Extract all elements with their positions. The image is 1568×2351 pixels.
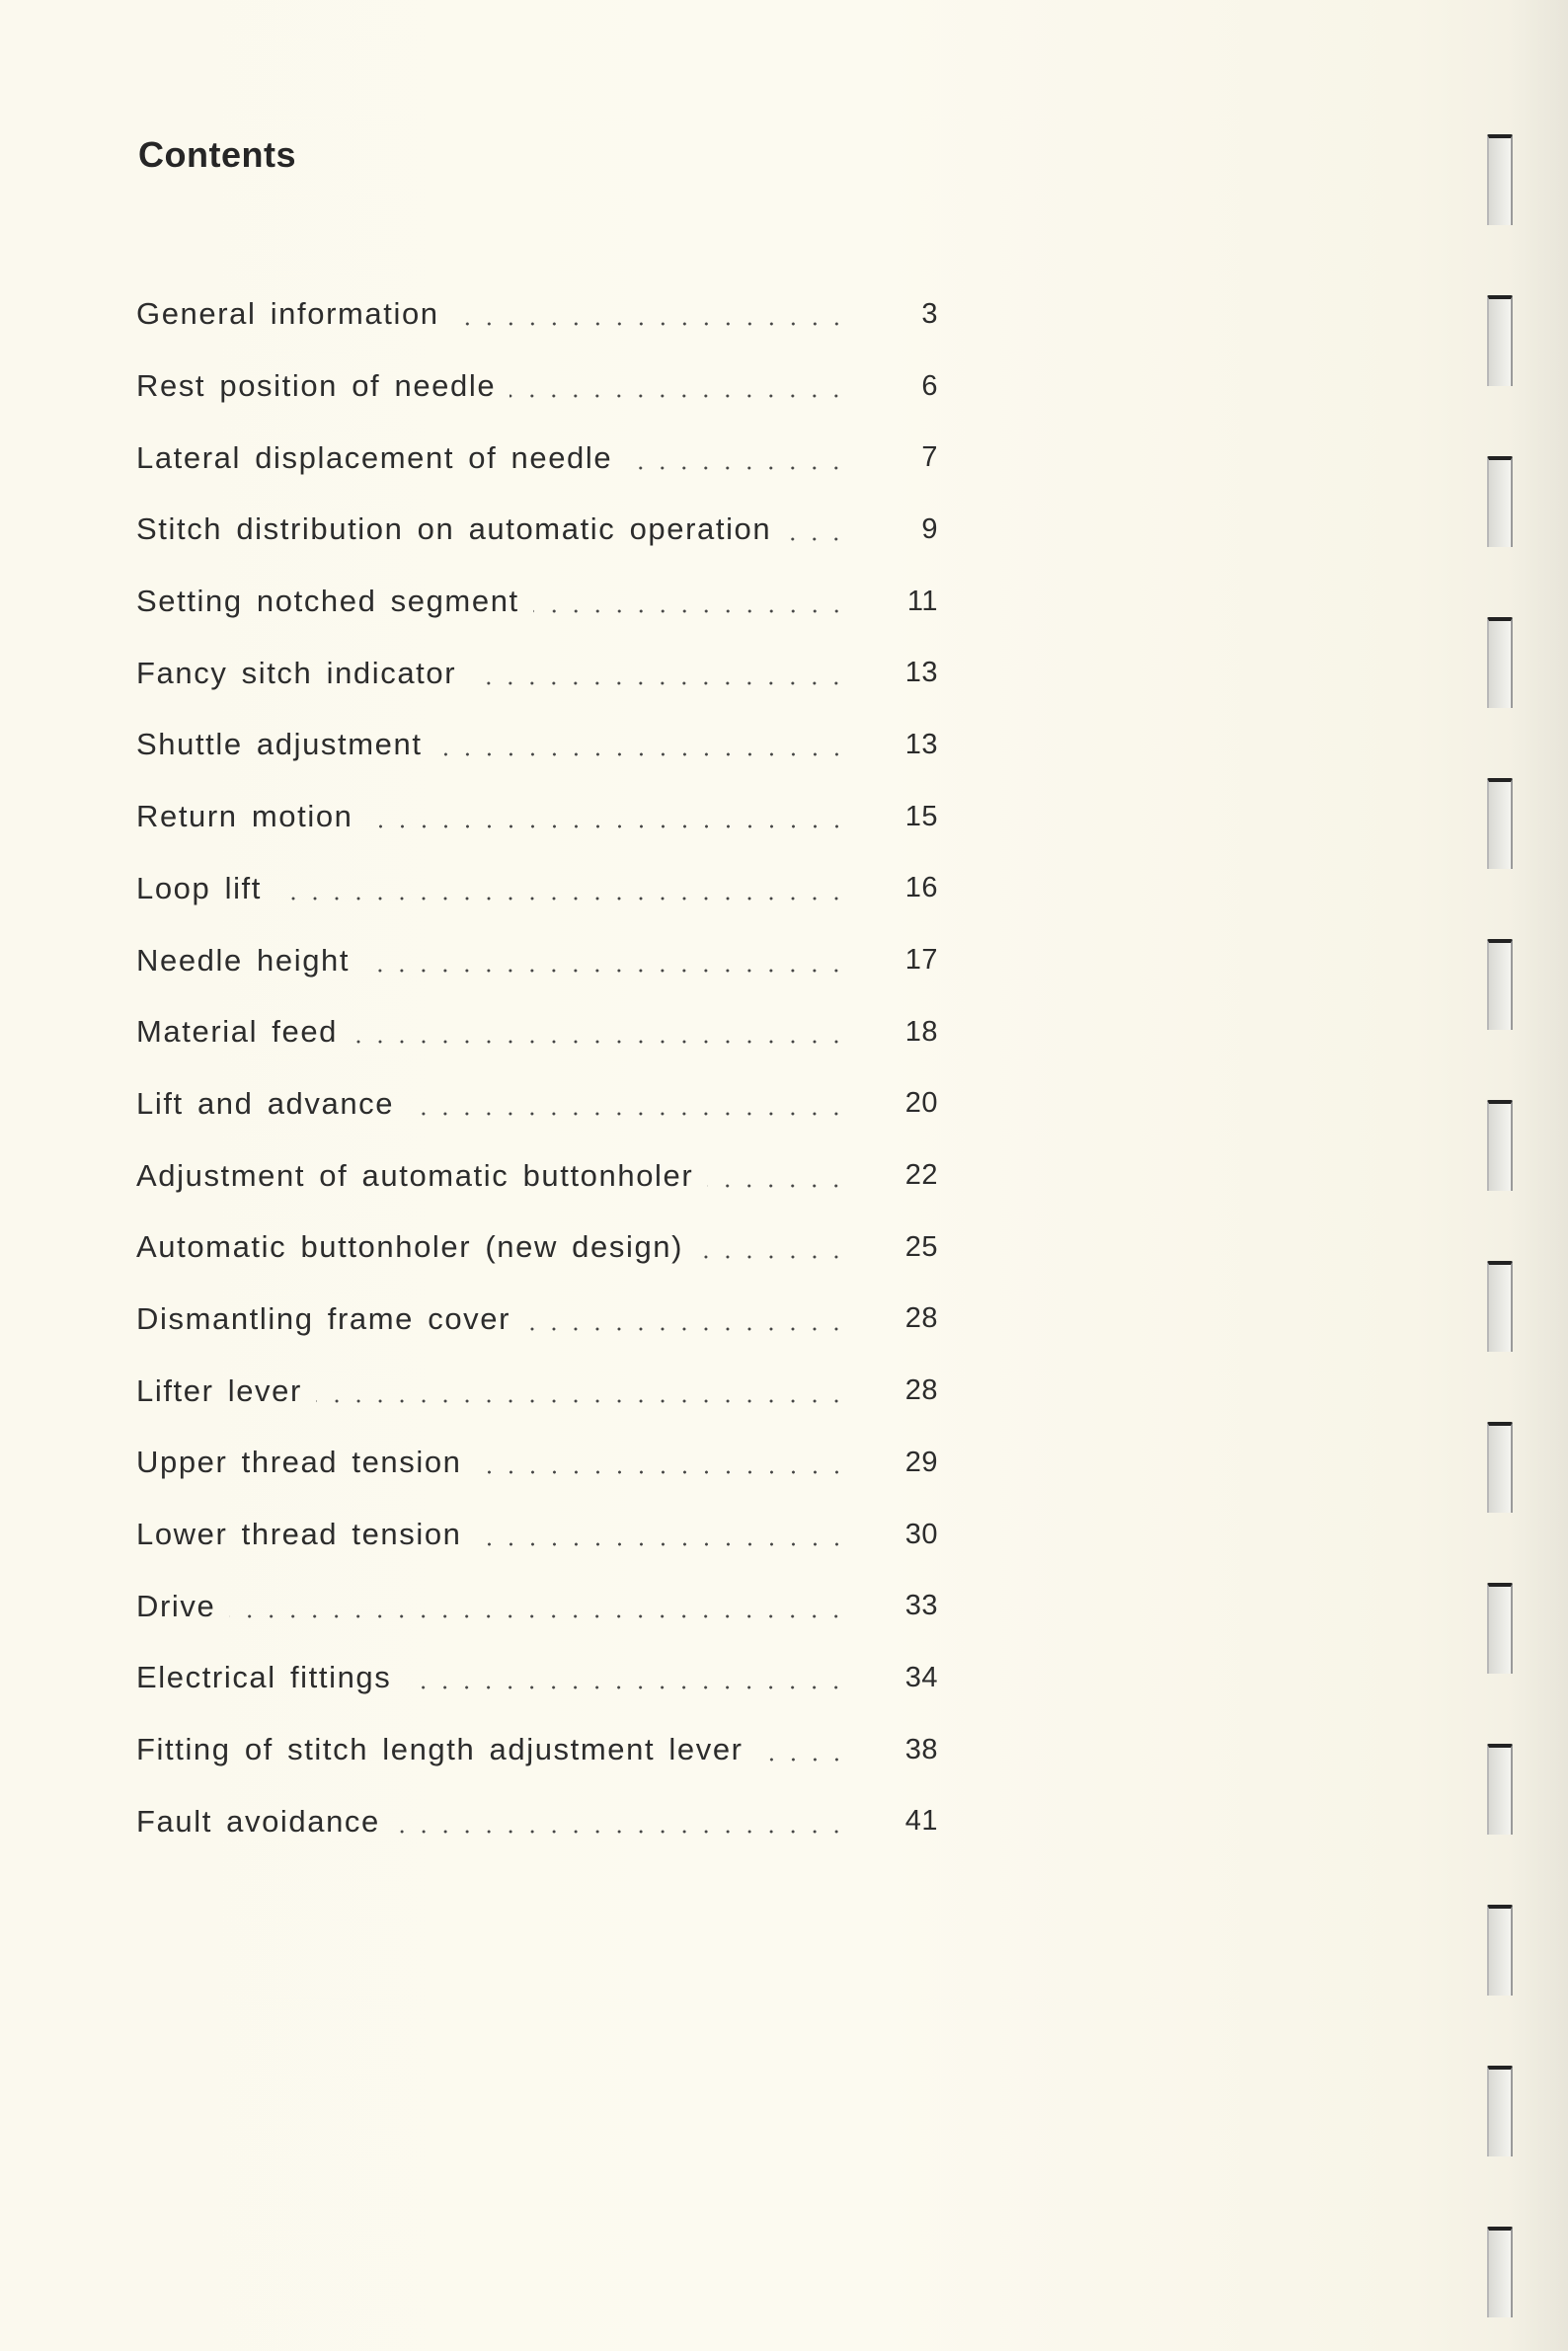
- toc-entry[interactable]: [136, 1642, 938, 1714]
- toc-dot-leader: [453, 322, 847, 326]
- table-of-contents: [136, 278, 938, 1857]
- toc-entry[interactable]: [136, 1284, 938, 1356]
- binding-tab: [1487, 2066, 1513, 2156]
- toc-entry[interactable]: [136, 709, 938, 781]
- toc-entry[interactable]: [136, 1212, 938, 1284]
- toc-entry-label: Upper thread tension: [136, 1445, 462, 1480]
- toc-entry-label: Lateral displacement of needle: [136, 439, 613, 475]
- toc-entry-label: Lift and advance: [136, 1085, 395, 1121]
- toc-entry[interactable]: [136, 1570, 938, 1642]
- toc-dot-leader: [757, 1758, 847, 1762]
- toc-dot-leader: [394, 1830, 847, 1834]
- toc-dot-leader: [785, 537, 847, 541]
- toc-dot-leader: [367, 824, 847, 828]
- toc-dot-leader: [352, 1040, 847, 1044]
- toc-dot-leader: [436, 752, 847, 756]
- toc-entry[interactable]: [136, 278, 938, 351]
- toc-entry-page-number: 28: [904, 1374, 938, 1407]
- toc-entry-page-number: 15: [904, 800, 938, 832]
- binding-tab: [1487, 295, 1513, 386]
- toc-dot-leader: [626, 466, 847, 470]
- toc-entry-page-number: 34: [904, 1661, 938, 1693]
- toc-entry-page-number: 6: [921, 369, 938, 402]
- toc-entry-label: Needle height: [136, 942, 351, 978]
- toc-entry-page-number: 22: [904, 1159, 938, 1192]
- toc-dot-leader: [476, 1470, 847, 1474]
- toc-entry-label: Lower thread tension: [136, 1517, 462, 1552]
- toc-dot-leader: [470, 681, 847, 685]
- toc-entry[interactable]: [136, 566, 938, 638]
- toc-entry[interactable]: [136, 996, 938, 1068]
- toc-entry-label: Electrical fittings: [136, 1660, 392, 1695]
- binding-tab: [1487, 134, 1513, 225]
- page-edge-shadow: [1509, 0, 1568, 2351]
- toc-entry[interactable]: [136, 1068, 938, 1140]
- binding-tab: [1487, 1100, 1513, 1191]
- toc-entry-label: Adjustment of automatic buttonholer: [136, 1157, 694, 1193]
- toc-entry-label: Fitting of stitch length adjustment lever: [136, 1732, 744, 1767]
- toc-entry[interactable]: [136, 1139, 938, 1212]
- toc-entry-page-number: 41: [904, 1805, 938, 1838]
- toc-entry-page-number: 7: [921, 441, 938, 474]
- toc-entry-page-number: 3: [921, 297, 938, 330]
- toc-entry-label: Setting notched segment: [136, 584, 519, 619]
- toc-entry[interactable]: [136, 1355, 938, 1427]
- binding-tab: [1487, 1905, 1513, 1996]
- toc-dot-leader: [229, 1614, 847, 1618]
- binding-tab: [1487, 778, 1513, 869]
- toc-dot-leader: [533, 609, 847, 613]
- toc-dot-leader: [476, 1542, 847, 1546]
- toc-entry-label: Automatic buttonholer (new design): [136, 1229, 684, 1265]
- toc-entry-label: Return motion: [136, 799, 353, 834]
- toc-dot-leader: [707, 1184, 847, 1188]
- binding-tab: [1487, 1422, 1513, 1513]
- toc-entry-label: Fancy sitch indicator: [136, 655, 457, 690]
- toc-entry[interactable]: [136, 1785, 938, 1857]
- toc-entry-label: General information: [136, 296, 439, 332]
- toc-entry-page-number: 17: [904, 944, 938, 977]
- binding-tab: [1487, 1744, 1513, 1835]
- toc-entry-page-number: 13: [904, 728, 938, 760]
- toc-entry-page-number: 11: [906, 585, 938, 617]
- toc-dot-leader: [275, 897, 847, 901]
- toc-entry-page-number: 29: [904, 1446, 938, 1478]
- toc-entry[interactable]: [136, 351, 938, 423]
- toc-entry-page-number: 33: [904, 1590, 938, 1622]
- binding-tab: [1487, 1583, 1513, 1674]
- toc-entry[interactable]: [136, 422, 938, 494]
- toc-entry-page-number: 16: [904, 872, 938, 904]
- toc-entry-label: Material feed: [136, 1014, 339, 1050]
- toc-dot-leader: [316, 1399, 847, 1403]
- toc-dot-leader: [363, 969, 847, 973]
- toc-dot-leader: [524, 1327, 847, 1331]
- toc-entry-page-number: 30: [904, 1518, 938, 1550]
- binding-tab: [1487, 1261, 1513, 1352]
- toc-entry[interactable]: [136, 1427, 938, 1499]
- toc-entry-page-number: 20: [904, 1087, 938, 1120]
- toc-entry-label: Loop lift: [136, 870, 262, 905]
- toc-entry-label: Drive: [136, 1588, 216, 1623]
- toc-entry-label: Shuttle adjustment: [136, 727, 423, 762]
- binding-tab: [1487, 939, 1513, 1030]
- toc-entry-page-number: 28: [904, 1302, 938, 1335]
- toc-entry-page-number: 9: [921, 512, 938, 545]
- toc-entry-page-number: 13: [904, 657, 938, 689]
- toc-entry[interactable]: [136, 924, 938, 996]
- binding-tab: [1487, 617, 1513, 708]
- toc-entry-label: Dismantling frame cover: [136, 1300, 511, 1336]
- toc-dot-leader: [408, 1112, 847, 1116]
- toc-entry[interactable]: [136, 494, 938, 566]
- toc-dot-leader: [510, 394, 847, 398]
- toc-entry-page-number: 18: [904, 1015, 938, 1048]
- binding-tab: [1487, 456, 1513, 547]
- toc-dot-leader: [697, 1255, 847, 1259]
- toc-entry[interactable]: [136, 1499, 938, 1571]
- toc-entry-label: Fault avoidance: [136, 1803, 380, 1839]
- toc-entry[interactable]: [136, 781, 938, 853]
- binding-tab: [1487, 2227, 1513, 2317]
- toc-entry-label: Stitch distribution on automatic operation: [136, 511, 772, 547]
- toc-entry-label: Lifter lever: [136, 1372, 302, 1408]
- toc-entry[interactable]: [136, 853, 938, 925]
- binding-tabs: [1477, 0, 1513, 2351]
- toc-entry[interactable]: [136, 1714, 938, 1786]
- toc-dot-leader: [405, 1685, 847, 1689]
- toc-entry[interactable]: [136, 637, 938, 709]
- page-title: Contents: [138, 134, 296, 176]
- toc-entry-page-number: 38: [904, 1733, 938, 1765]
- toc-entry-page-number: 25: [904, 1230, 938, 1263]
- toc-entry-label: Rest position of needle: [136, 368, 497, 404]
